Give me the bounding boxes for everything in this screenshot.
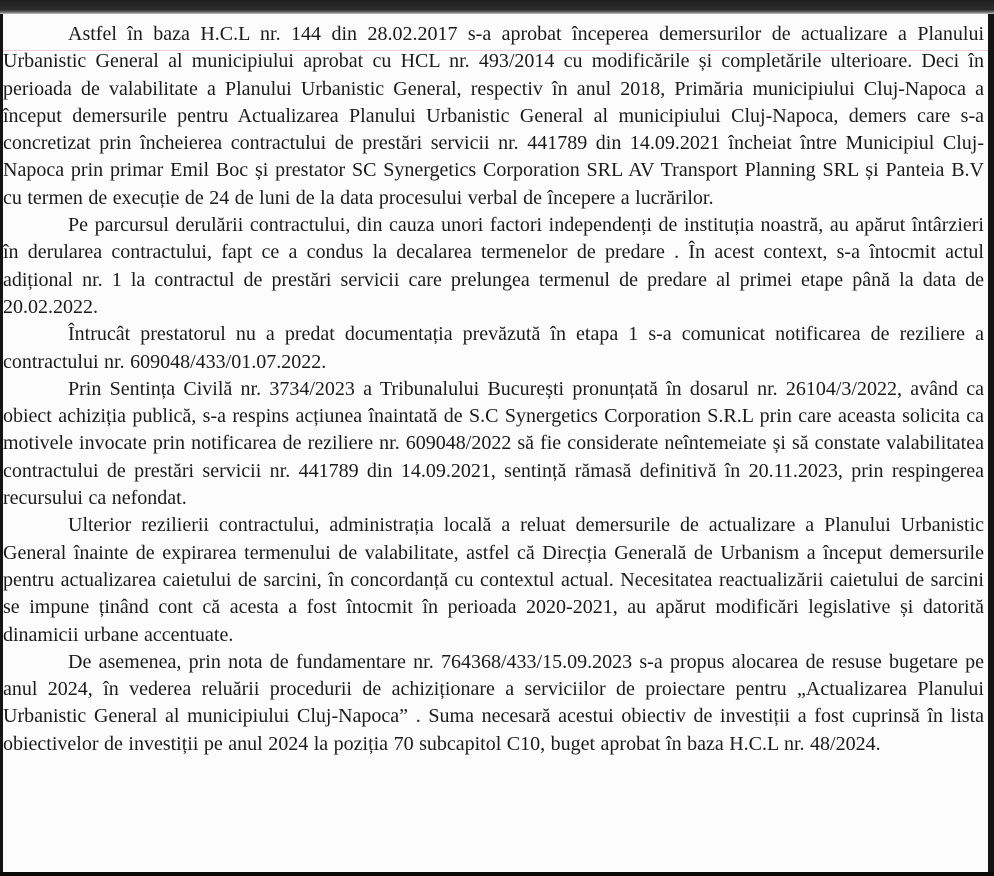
scan-right-edge [988, 0, 994, 876]
paragraph-contract-termination: Întrucât prestatorul nu a predat documentația prevăzută în etapa 1 s-a comunicat notificarea de reziliere a contractului nr. 609048/433/01.07.2022. [3, 323, 984, 373]
paragraph-hcl-144-2017: Astfel în baza H.C.L nr. 144 din 28.02.2017 s-a aprobat începerea demersurilor de actualizare a Planului Urbanistic General al municipiului aprobat cu HCL nr. 493/2014 cu modificările și completările ulterioare. Deci în perioada de valabilitate a Planului Urbanistic General, respectiv în anul 2018, Primăria municipiului Cluj-Napoca a început demersurile pentru Actualizarea Planului Urbanistic General al municipiului Cluj-Napoca, demers care s-a concretizat prin încheierea contractului de prestări servicii nr. 441789 din 14.09.2021 încheiat între Municipiul Cluj-Napoca prin primar Emil Boc și prestator SC Synergetics Corporation SRL AV Transport Planning SRL și Panteia B.V cu termen de execuție de 24 de luni de la data procesului verbal de începere a lucrărilor. [3, 23, 984, 209]
paragraph-resumed-procedures: Ulterior rezilierii contractului, administrația locală a reluat demersurile de actualizare a Planului Urbanistic General înainte de expirarea termenului de valabilitate, astfel că Direcția Generală de Urbanism a început demersurile pentru actualizarea caietului de sarcini, în concordanță cu contextul actual. Necesitatea reactualizării caietului de sarcini se impune ținând cont că acesta a fost întocmit în perioada 2020-2021, au apărut modificări legislative și datorită dinamicii urbane accentuate. [3, 514, 984, 646]
paragraph-budget-2024: De asemenea, prin nota de fundamentare nr. 764368/433/15.09.2023 s-a propus alocarea de resuse bugetare pe anul 2024, în vederea reluării procedurii de achiziționare a serviciilor de proiectare pentru „Actualizarea Planului Urbanistic General al municipiului Cluj-Napoca” . Suma necesară acestui obiectiv de investiții a fost cuprinsă în lista obiectivelor de investiții pe anul 2024 la poziția 70 subcapitol C10, buget aprobat în baza H.C.L nr. 48/2024. [3, 650, 984, 755]
scan-top-edge-bar [0, 0, 994, 14]
scan-bottom-rule [0, 872, 994, 876]
paragraph-civil-sentence: Prin Sentința Civilă nr. 3734/2023 a Tribunalului București pronunțată în dosarul nr. 26104/3/2022, având ca obiect achiziția publică, s-a respins acțiunea înaintată de S.C Synergetics Corporation S.R.L prin care aceasta solicita ca motivele invocate prin notificarea de reziliere nr. 609048/2022 să fie considerate neîntemeiate și să constate valabilitatea contractului de prestări servicii nr. 441789 din 14.09.2021, sentință rămasă definitivă în 20.11.2023, prin respingerea recursului ca nefondat. [3, 377, 984, 510]
scan-left-edge [0, 0, 3, 876]
paragraph-delays-addendum: Pe parcursul derulării contractului, din cauza unori factori independenți de instituția noastră, au apărut întârzieri în derularea contractului, fapt ce a condus la decalarea termenelor de predare . În acest context, s-a întocmit actul adițional nr. 1 la contractul de prestări servicii care prelungea termenul de predare al primei etape până la data de 20.02.2022. [3, 214, 984, 318]
document-body [3, 21, 984, 758]
